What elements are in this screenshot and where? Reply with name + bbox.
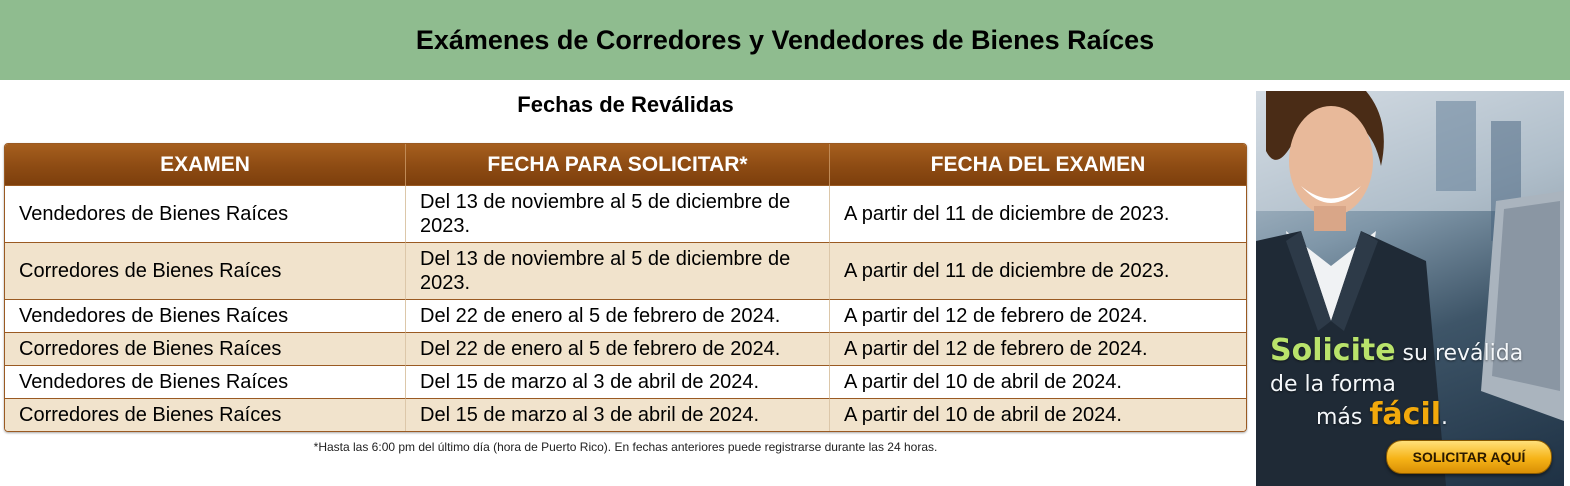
ad-headline-line1 [1270,333,1523,368]
column-header-exam: EXAMEN [5,144,406,185]
table-footnote: *Hasta las 6:00 pm del último día (hora de Puerto Rico). En fechas anteriores puede registrarse durante las 24 horas. [313,440,938,454]
apply-banner-ad[interactable] [1256,91,1564,486]
table-cell-apply-date: Del 15 de marzo al 3 de abril de 2024. [406,365,830,398]
table-cell-exam-date: A partir del 11 de diciembre de 2023. [830,185,1246,242]
ad-text-mas: más [1316,405,1370,430]
ad-text-period: . [1441,405,1449,430]
table-cell-apply-date: Del 22 de enero al 5 de febrero de 2024. [406,332,830,365]
ad-highlight-solicite: Solicite [1270,333,1396,368]
table-cell-exam: Corredores de Bienes Raíces [5,242,406,299]
table-cell-apply-date: Del 13 de noviembre al 5 de diciembre de 2023. [406,242,830,299]
table-row [5,398,1246,431]
table-cell-exam-date: A partir del 10 de abril de 2024. [830,398,1246,431]
page-header [0,0,1570,80]
table-cell-exam: Corredores de Bienes Raíces [5,332,406,365]
table-row [5,365,1246,398]
table-cell-exam: Corredores de Bienes Raíces [5,398,406,431]
column-header-apply-date: FECHA PARA SOLICITAR* [406,144,830,185]
table-cell-apply-date: Del 13 de noviembre al 5 de diciembre de 2023. [406,185,830,242]
table-cell-apply-date: Del 22 de enero al 5 de febrero de 2024. [406,299,830,332]
table-cell-exam-date: A partir del 12 de febrero de 2024. [830,332,1246,365]
table-cell-exam: Vendedores de Bienes Raíces [5,365,406,398]
exam-dates-table [4,143,1247,432]
table-row [5,242,1246,299]
table-cell-exam: Vendedores de Bienes Raíces [5,185,406,242]
page-title: Exámenes de Corredores y Vendedores de Bienes Raíces [415,24,1155,55]
ad-highlight-facil: fácil [1369,397,1442,432]
table-cell-exam-date: A partir del 10 de abril de 2024. [830,365,1246,398]
table-cell-exam-date: A partir del 11 de diciembre de 2023. [830,242,1246,299]
table-row [5,332,1246,365]
table-cell-exam-date: A partir del 12 de febrero de 2024. [830,299,1246,332]
table-cell-exam: Vendedores de Bienes Raíces [5,299,406,332]
ad-headline-line3 [1316,397,1448,432]
table-row [5,299,1246,332]
section-title: Fechas de Reválidas [517,92,734,117]
table-cell-apply-date: Del 15 de marzo al 3 de abril de 2024. [406,398,830,431]
ad-headline-line2: de la forma [1270,372,1396,397]
table-header-row [5,144,1246,185]
apply-here-button[interactable]: SOLICITAR AQUÍ [1386,440,1552,474]
column-header-exam-date: FECHA DEL EXAMEN [830,144,1246,185]
ad-text-su-revalida: su reválida [1395,341,1524,366]
table-row [5,185,1246,242]
